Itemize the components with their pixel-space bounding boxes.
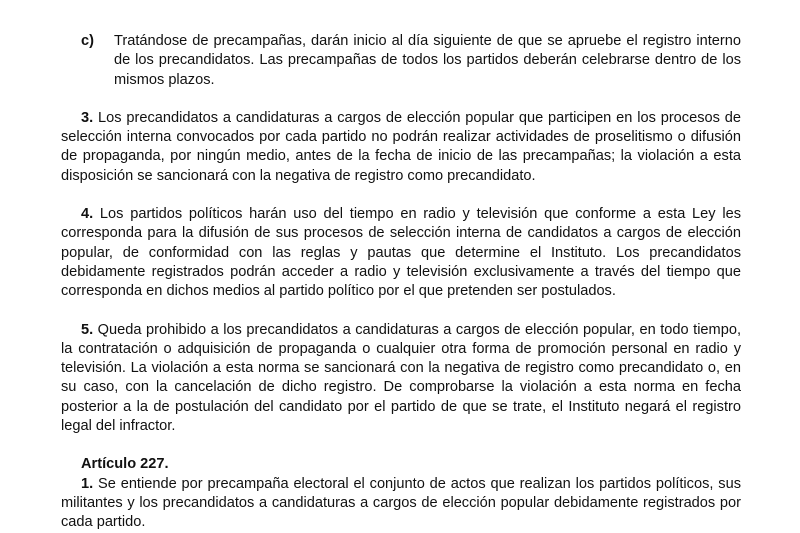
paragraph-number: 1. bbox=[81, 475, 94, 492]
paragraph-number: 5. bbox=[81, 321, 94, 338]
list-item-c bbox=[81, 32, 741, 90]
paragraph-5 bbox=[61, 321, 741, 437]
paragraph-gap bbox=[61, 186, 741, 205]
paragraph-text: Los precandidatos a candidaturas a cargos de elección popular que participen en los procesos de selección interna convocados por cada partido no podrán realizar actividades de proselitismo o difusión de propaganda, por ningún medio, antes de la fecha de inicio de las precampañas; la violación a esta disposición se sancionará con la negativa de registro como precandidato. bbox=[61, 109, 741, 184]
paragraph-number: 4. bbox=[81, 206, 94, 223]
paragraph-4 bbox=[61, 205, 741, 301]
article-heading: Artículo 227. bbox=[81, 456, 169, 473]
paragraph-text: Queda prohibido a los precandidatos a candidaturas a cargos de elección popular, en todo tiempo, la contratación o adquisición de propaganda o cualquier otra forma de promoción personal en radio y televisión. La violación a esta norma se sancionará con la negativa de registro como precandidato o, en su caso, con la cancelación de dicho registro. De comprobarse la violación a esta norma en fecha posterior a la de postulación del candidato por el partido de que se trate, el Instituto negará el registro legal del infractor. bbox=[61, 321, 741, 435]
document-page bbox=[61, 32, 741, 533]
paragraph-number: 3. bbox=[81, 109, 94, 126]
list-marker: c) bbox=[81, 33, 94, 49]
article-paragraph-1 bbox=[61, 475, 741, 533]
paragraph-text: Se entiende por precampaña electoral el conjunto de actos que realizan los partidos políticos, sus militantes y los precandidatos a candidaturas a cargos de elección popular debidamente registrados por cada partido. bbox=[61, 475, 741, 531]
paragraph-3 bbox=[61, 109, 741, 186]
list-item-text: Tratándose de precampañas, darán inicio al día siguiente de que se apruebe el registro interno de los precandidatos. Las precampañas de todos los partidos deberán celebrarse dentro de los mismos plazos. bbox=[114, 33, 741, 88]
paragraph-gap bbox=[61, 90, 741, 109]
paragraph-gap bbox=[61, 436, 741, 455]
paragraph-gap bbox=[61, 302, 741, 321]
paragraph-text: Los partidos políticos harán uso del tiempo en radio y televisión que conforme a esta Ley les corresponda para la difusión de sus procesos de selección interna de candidatos a cargos de elección popular, de conformidad con las reglas y pautas que determine el Instituto. Los precandidatos debidamente registrados podrán acceder a radio y televisión exclusivamente a través del tiempo que corresponda en dichos medios al partido político por el que pretenden ser postulados. bbox=[61, 206, 741, 300]
